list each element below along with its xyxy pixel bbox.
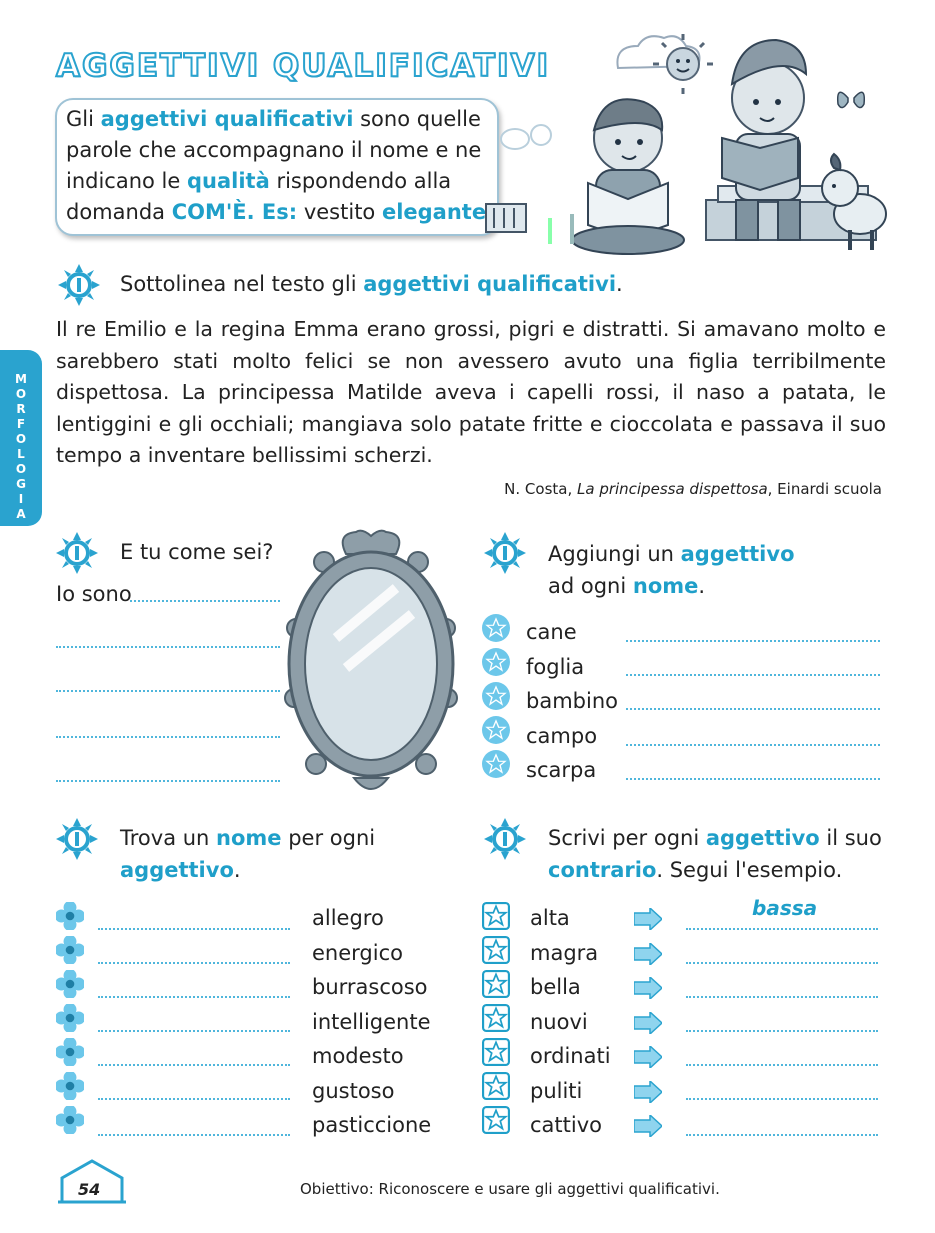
answer-line[interactable] xyxy=(56,734,280,738)
exercise5-instruction: Scrivi per ogni aggettivo il suo contrario. Segui l'esempio. xyxy=(548,826,882,882)
arrow-right-icon xyxy=(634,1081,662,1103)
page-number: 54 xyxy=(78,1180,101,1199)
exercise-sun-icon xyxy=(484,818,526,860)
adjective-item: cattivo xyxy=(530,1113,602,1137)
exercise2-question: E tu come sei? xyxy=(120,540,274,564)
answer-line[interactable] xyxy=(56,688,280,692)
flower-bullet-icon xyxy=(56,1038,84,1066)
answer-line[interactable] xyxy=(98,926,290,930)
answer-line[interactable] xyxy=(686,1096,878,1100)
star-bullet-icon xyxy=(482,648,510,676)
answer-line[interactable] xyxy=(626,742,880,746)
answer-line[interactable] xyxy=(686,960,878,964)
answer-line[interactable] xyxy=(686,1132,878,1136)
star-bullet-icon xyxy=(482,716,510,744)
noun-item: cane xyxy=(526,620,577,644)
exercise-sun-icon xyxy=(56,818,98,860)
noun-item: foglia xyxy=(526,655,585,679)
star-box-icon xyxy=(482,1004,510,1032)
arrow-right-icon xyxy=(634,1115,662,1137)
star-box-icon xyxy=(482,902,510,930)
adjective-item: puliti xyxy=(530,1079,583,1103)
answer-line[interactable] xyxy=(626,776,880,780)
page-title: AGGETTIVI QUALIFICATIVI xyxy=(56,48,551,84)
exercise1-instruction: Sottolinea nel testo gli aggettivi qualificativi. xyxy=(120,272,623,296)
butterfly-icon xyxy=(838,92,865,107)
star-box-icon xyxy=(482,1106,510,1134)
answer-line[interactable] xyxy=(56,778,280,782)
adjective-item: gustoso xyxy=(312,1079,395,1103)
flower-bullet-icon xyxy=(56,936,84,964)
adjective-item: energico xyxy=(312,941,403,965)
star-bullet-icon xyxy=(482,682,510,710)
star-box-icon xyxy=(482,970,510,998)
adjective-item: allegro xyxy=(312,906,384,930)
exercise4-instruction: Trova un nome per ogni aggettivo. xyxy=(120,826,376,882)
answer-line[interactable] xyxy=(98,1096,290,1100)
flower-bullet-icon xyxy=(56,902,84,930)
adjective-item: pasticcione xyxy=(312,1113,432,1137)
arrow-right-icon xyxy=(634,1012,662,1034)
answer-line[interactable] xyxy=(98,994,290,998)
star-box-icon xyxy=(482,1038,510,1066)
side-tab-label: M O R F O L O G I A xyxy=(15,372,27,521)
adjective-item: alta xyxy=(530,906,570,930)
flower-bullet-icon xyxy=(56,970,84,998)
exercise3-instruction: Aggiungi un aggettivo ad ogni nome. xyxy=(548,542,795,598)
exercise2-prompt: Io sono xyxy=(56,582,132,606)
arrow-right-icon xyxy=(634,908,662,930)
flower-bullet-icon xyxy=(56,1106,84,1134)
noun-item: campo xyxy=(526,724,598,748)
answer-line[interactable] xyxy=(686,926,878,930)
adjective-item: modesto xyxy=(312,1044,404,1068)
answer-line[interactable] xyxy=(626,638,880,642)
noun-item: bambino xyxy=(526,689,618,713)
star-box-icon xyxy=(482,1072,510,1100)
citation: N. Costa, La principessa dispettosa, Einardi scuola xyxy=(504,480,882,498)
answer-line[interactable] xyxy=(98,1132,290,1136)
adjective-item: burrascoso xyxy=(312,975,428,999)
noun-item: scarpa xyxy=(526,758,597,782)
girl-reading-figure xyxy=(572,99,684,254)
adjective-item: magra xyxy=(530,941,599,965)
exercise-sun-icon xyxy=(58,264,100,306)
answer-line[interactable] xyxy=(98,1062,290,1066)
definition-text: Gli aggettivi qualificativi sono quelle parole che accompagnano il nome e ne indicano le qualità rispondendo alla domanda COM'È. Es: vestito elegante xyxy=(66,107,487,224)
star-bullet-icon xyxy=(482,614,510,642)
arrow-right-icon xyxy=(634,1046,662,1068)
flower-bullet-icon xyxy=(56,1072,84,1100)
arrow-right-icon xyxy=(634,977,662,999)
answer-line[interactable] xyxy=(98,1028,290,1032)
flower-bullet-icon xyxy=(56,1004,84,1032)
mirror-illustration xyxy=(276,528,466,796)
answer-line[interactable] xyxy=(686,1062,878,1066)
exercise-sun-icon xyxy=(484,532,526,574)
example-answer: bassa xyxy=(752,896,818,920)
star-box-icon xyxy=(482,936,510,964)
story-text: Il re Emilio e la regina Emma erano grossi, pigri e distratti. Si amavano molto e sarebbero stati molto felici se non avessero avuto una figlia terribilmente dispettosa. La principessa Matilde aveva i capelli rossi, il naso a patata, le lentiggini e gli occhiali; mangiava solo patate fritte e cioccolata e passava il suo tempo a inventare bellissimi scherzi. xyxy=(56,317,886,467)
answer-line[interactable] xyxy=(626,672,880,676)
adjective-item: ordinati xyxy=(530,1044,611,1068)
answer-line[interactable] xyxy=(686,994,878,998)
adjective-item: bella xyxy=(530,975,581,999)
adjective-item: nuovi xyxy=(530,1010,588,1034)
arrow-right-icon xyxy=(634,943,662,965)
answer-line[interactable] xyxy=(130,598,280,602)
answer-line[interactable] xyxy=(686,1028,878,1032)
adjective-item: intelligente xyxy=(312,1010,431,1034)
exercise-sun-icon xyxy=(56,532,98,574)
answer-line[interactable] xyxy=(56,644,280,648)
answer-line[interactable] xyxy=(626,706,880,710)
children-reading-illustration xyxy=(478,18,898,258)
star-bullet-icon xyxy=(482,750,510,778)
footer-objective: Obiettivo: Riconoscere e usare gli aggettivi qualificativi. xyxy=(300,1180,720,1198)
answer-line[interactable] xyxy=(98,960,290,964)
